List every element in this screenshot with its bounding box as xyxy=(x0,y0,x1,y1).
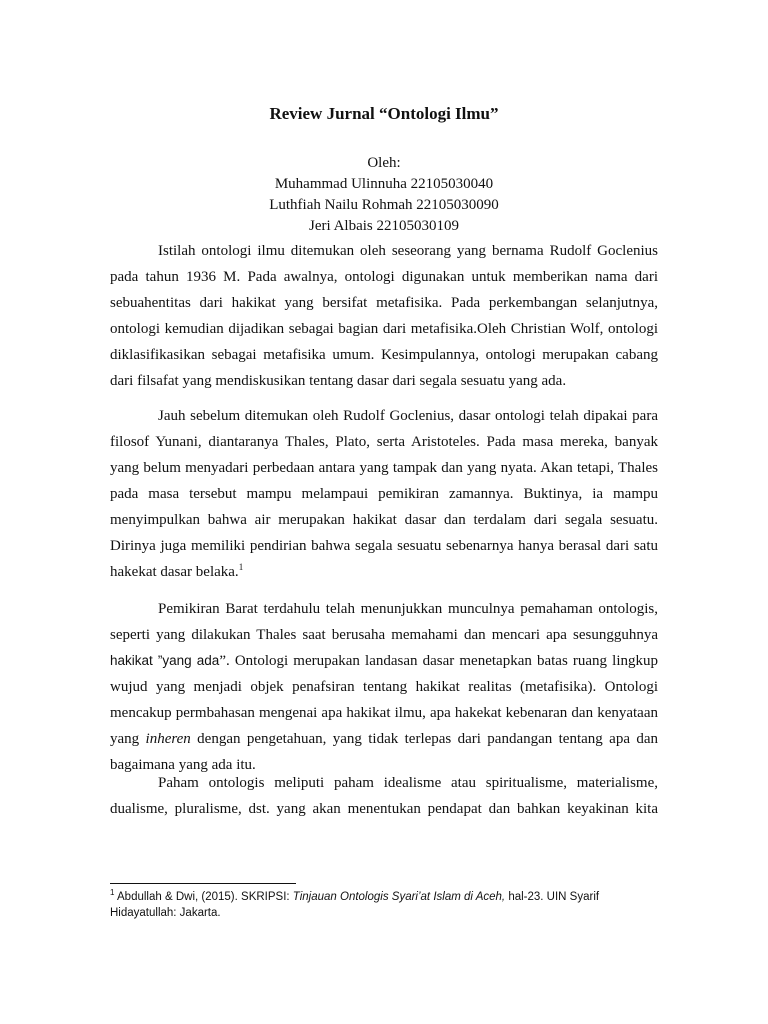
byline xyxy=(0,153,768,237)
author-line: Muhammad Ulinnuha 22105030040 xyxy=(274,176,494,192)
footnote-reference[interactable]: 1 xyxy=(238,562,244,572)
quoted-term: hakikat ”yang ada xyxy=(110,653,220,668)
document-title: Review Jurnal “Ontologi Ilmu” xyxy=(269,104,499,123)
footnote-title: Tinjauan Ontologis Syari’at Islam di Aceh, xyxy=(292,891,506,903)
author-line: Luthfiah Nailu Rohmah 22105030090 xyxy=(269,197,499,213)
paragraph-text: Paham ontologis meliputi paham idealisme atau spiritualisme, materialisme, dualisme, pluralisme, dst. yang akan menentukan pendapat dan bahkan keyakinan kita xyxy=(110,775,658,817)
italic-term: inheren xyxy=(145,731,191,747)
paragraph-4 xyxy=(110,770,658,822)
paragraph-text: ”. Ontologi merupakan landasan dasar menetapkan batas ruang lingkup wujud yang menjadi objek penafsiran tentang hakikat realitas (metafisika). Ontologi mencakup permbahasan mengenai apa hakikat ilmu, apa hakekat kebenaran dan kenyataan yang xyxy=(110,653,659,747)
footnote-text: Abdullah & Dwi, (2015). SKRIPSI: xyxy=(114,891,293,903)
author-line: Jeri Albais 22105030109 xyxy=(309,218,459,234)
paragraph-text: Istilah ontologi ilmu ditemukan oleh seseorang yang bernama Rudolf Goclenius pada tahun 1936 M. Pada awalnya, ontologi digunakan untuk memberikan nama dari sebuahentitas dari hakikat yang bersifat metafisika. Pada perkembangan selanjutnya, ontologi kemudian dijadikan sebagai bagian dari metafisika.Oleh Christian Wolf, ontologi diklasifikasikan sebagai metafisika umum. Kesimpulannya, ontologi merupakan cabang dari filsafat yang mendiskusikan tentang dasar dari segala sesuatu yang ada. xyxy=(110,243,658,389)
paragraph-text: Jauh sebelum ditemukan oleh Rudolf Goclenius, dasar ontologi telah dipakai para filosof Yunani, diantaranya Thales, Plato, serta Aristoteles. Pada masa mereka, banyak yang belum menyadari perbedaan antara yang tampak dan yang nyata. Akan tetapi, Thales pada masa tersebut mampu melampaui pemikiran zamannya. Buktinya, ia mampu menyimpulkan bahwa air merupakan hakikat dasar dan terdalam dari segala sesuatu. Dirinya juga memiliki pendirian bahwa segala sesuatu sebenarnya hanya berasal dari satu hakekat dasar belaka. xyxy=(110,408,658,580)
footnote xyxy=(110,889,630,921)
paragraph-3 xyxy=(110,596,658,778)
paragraph-text: dengan pengetahuan, yang tidak terlepas dari pandangan tentang apa dan bagaimana yang ada itu. xyxy=(110,731,658,773)
paragraph-2 xyxy=(110,403,658,585)
paragraph-1 xyxy=(110,238,658,394)
footnote-number: 1 xyxy=(110,888,115,898)
footnote-text: hal-23. UIN Syarif Hidayatullah: Jakarta. xyxy=(110,891,600,919)
footnote-separator xyxy=(110,883,296,884)
byline-label: Oleh: xyxy=(367,155,401,171)
paragraph-text: Pemikiran Barat terdahulu telah menunjukkan munculnya pemahaman ontologis, seperti yang dilakukan Thales saat berusaha memahami dan mencari apa sesungguhnya xyxy=(110,601,658,643)
